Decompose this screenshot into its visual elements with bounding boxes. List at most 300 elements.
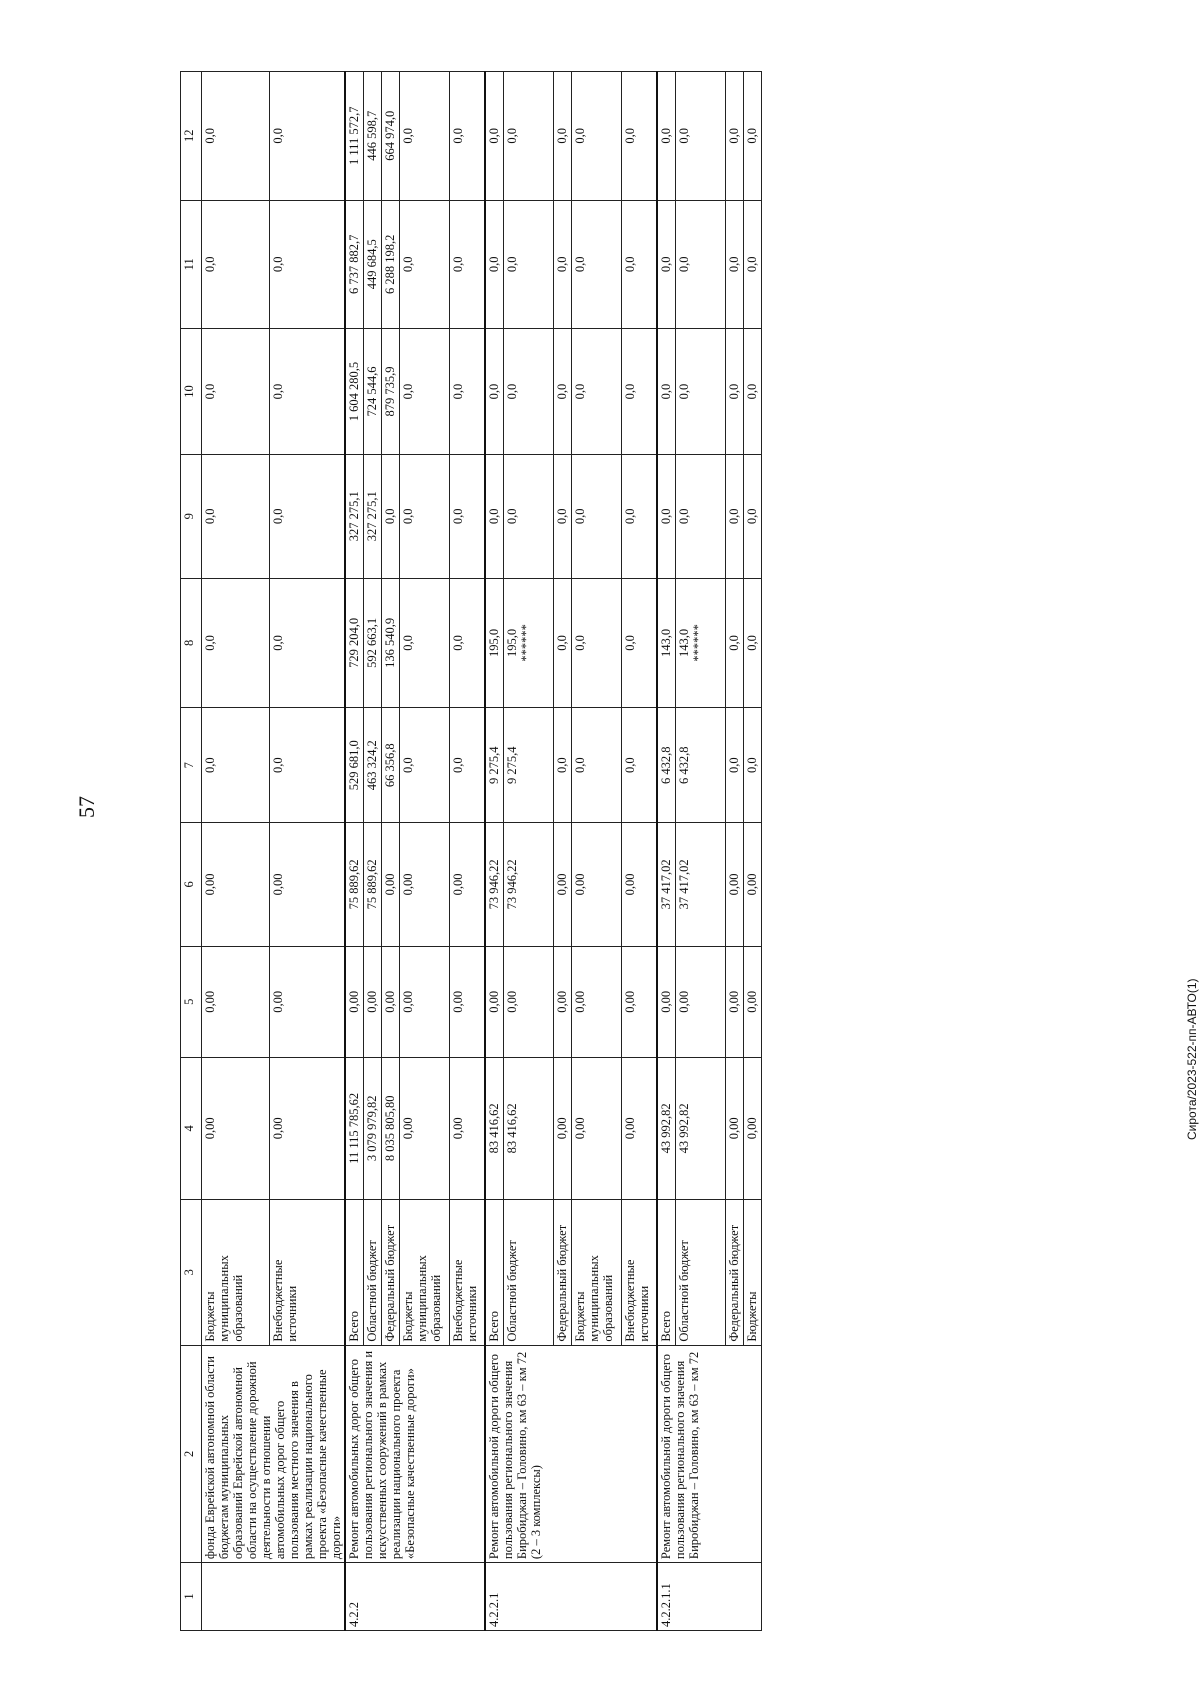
amount-cell <box>675 329 725 455</box>
amount-value: 724 544,6 <box>364 366 379 417</box>
amount-cell <box>657 200 675 328</box>
amount-value: 0,0 <box>622 757 637 773</box>
funding-source-cell: Федеральный бюджет <box>381 1199 399 1345</box>
amount-value: 37 417,02 <box>676 859 691 910</box>
item-code-cell <box>202 1563 346 1631</box>
amount-cell <box>399 946 449 1057</box>
footnote-mark: ****** <box>518 624 533 662</box>
amount-value: 143,0 <box>659 628 673 657</box>
header-cell: 11 <box>181 200 202 328</box>
amount-value: 0,0 <box>554 383 569 400</box>
amount-value: 0,00 <box>270 873 285 896</box>
amount-cell <box>725 1057 743 1199</box>
amount-cell <box>381 200 399 328</box>
amount-value: 0,0 <box>554 635 569 651</box>
item-name-cell: Ремонт автомобильных дорог общего пользования регионального значения и искусственных сооружений в рамках реализации национального проекта «Безопасные качественные дороги» <box>345 1345 485 1562</box>
header-cell: 5 <box>181 946 202 1057</box>
amount-value: 0,00 <box>487 990 501 1013</box>
amount-cell <box>743 1057 761 1199</box>
amount-cell <box>743 946 761 1057</box>
amount-cell <box>621 578 657 708</box>
amount-value: 0,0 <box>554 508 569 525</box>
table-row <box>202 72 270 1631</box>
amount-cell <box>399 823 449 947</box>
amount-value: 0,0 <box>270 383 285 400</box>
amount-value: 0,0 <box>203 635 217 651</box>
amount-cell <box>657 578 675 708</box>
item-code-cell: 4.2.2.1.1 <box>657 1563 761 1631</box>
amount-value: 0,0 <box>203 383 217 400</box>
amount-value: 0,0 <box>203 508 217 525</box>
amount-cell <box>503 946 553 1057</box>
amount-value: 1 111 572,7 <box>347 106 361 165</box>
amount-cell <box>202 823 270 947</box>
amount-value: 0,0 <box>744 127 759 144</box>
funding-source-cell: Федеральный бюджет <box>553 1199 571 1345</box>
amount-cell <box>485 946 503 1057</box>
amount-cell <box>381 946 399 1057</box>
amount-cell <box>553 455 571 579</box>
amount-value: 1 604 280,5 <box>347 361 361 422</box>
amount-value: 0,0 <box>203 256 217 273</box>
amount-cell <box>657 1057 675 1199</box>
amount-cell <box>345 946 363 1057</box>
amount-value: 0,00 <box>400 1117 415 1140</box>
amount-cell <box>571 946 621 1057</box>
amount-value: 0,00 <box>400 990 415 1013</box>
amount-value: 0,00 <box>450 1117 465 1140</box>
amount-cell <box>202 455 270 579</box>
amount-value: 0,0 <box>572 383 587 400</box>
amount-cell <box>621 329 657 455</box>
funding-source-cell: Бюджеты муниципальных образований <box>571 1199 621 1345</box>
amount-cell <box>269 708 345 823</box>
funding-source-cell: Внебюджетные источники <box>269 1199 345 1345</box>
amount-cell <box>399 455 449 579</box>
amount-value: 0,00 <box>382 990 397 1013</box>
amount-value: 0,0 <box>622 635 637 651</box>
funding-source-cell: Бюджеты муниципальных образований <box>399 1199 449 1345</box>
funding-source-cell: Внебюджетные источники <box>449 1199 485 1345</box>
amount-value: 0,00 <box>203 1117 217 1140</box>
amount-cell <box>657 823 675 947</box>
amount-value: 0,0 <box>400 383 415 400</box>
amount-cell <box>485 200 503 328</box>
amount-value: 0,00 <box>744 990 759 1013</box>
amount-value: 0,0 <box>487 127 501 144</box>
amount-cell <box>202 946 270 1057</box>
amount-value: 73 946,22 <box>504 859 519 910</box>
amount-cell <box>675 708 725 823</box>
amount-cell <box>269 946 345 1057</box>
amount-cell <box>381 455 399 579</box>
amount-cell <box>503 823 553 947</box>
amount-value: 0,00 <box>450 873 465 896</box>
amount-cell <box>571 72 621 201</box>
amount-cell <box>657 72 675 201</box>
amount-value: 0,0 <box>270 127 285 144</box>
amount-value: 0,00 <box>572 1117 587 1140</box>
amount-value: 0,00 <box>347 990 361 1013</box>
amount-value: 0,0 <box>554 256 569 273</box>
amount-value: 0,00 <box>726 1117 741 1140</box>
amount-cell <box>657 946 675 1057</box>
amount-value: 0,00 <box>622 990 637 1013</box>
amount-value: 6 432,8 <box>659 746 673 784</box>
amount-value: 0,0 <box>572 635 587 651</box>
amount-value: 43 992,82 <box>659 1103 673 1154</box>
amount-cell <box>553 329 571 455</box>
amount-cell <box>621 72 657 201</box>
amount-cell <box>269 329 345 455</box>
funding-source-cell: Федеральный бюджет <box>725 1199 743 1345</box>
amount-value: 729 204,0 <box>347 617 361 668</box>
item-code-cell: 4.2.2.1 <box>485 1563 657 1631</box>
amount-cell <box>553 578 571 708</box>
amount-value: 11 115 785,62 <box>347 1092 361 1164</box>
header-cell: 8 <box>181 578 202 708</box>
amount-value: 6 288 198,2 <box>382 234 397 294</box>
amount-value: 0,0 <box>744 635 759 651</box>
amount-value: 0,00 <box>744 873 759 896</box>
amount-cell <box>363 72 381 201</box>
amount-cell <box>399 578 449 708</box>
amount-value: 0,0 <box>659 508 673 525</box>
amount-cell <box>449 1057 485 1199</box>
amount-cell <box>381 708 399 823</box>
amount-value: 0,0 <box>400 757 415 773</box>
amount-value: 0,00 <box>659 990 673 1013</box>
amount-value: 0,0 <box>270 635 285 651</box>
amount-cell <box>725 329 743 455</box>
amount-cell <box>202 708 270 823</box>
amount-cell <box>363 708 381 823</box>
funding-source-cell: Областной бюджет <box>675 1199 725 1345</box>
amount-cell <box>571 1057 621 1199</box>
amount-value: 0,00 <box>744 1117 759 1140</box>
amount-cell <box>345 578 363 708</box>
amount-value: 75 889,62 <box>364 859 379 910</box>
amount-cell <box>345 200 363 328</box>
amount-value: 0,0 <box>744 757 759 773</box>
amount-cell <box>202 200 270 328</box>
amount-cell <box>345 455 363 579</box>
amount-value: 0,00 <box>554 873 569 896</box>
amount-cell <box>503 578 553 708</box>
header-cell: 1 <box>181 1563 202 1631</box>
amount-cell <box>269 200 345 328</box>
amount-cell <box>485 1057 503 1199</box>
amount-value: 0,00 <box>726 990 741 1013</box>
amount-cell <box>363 946 381 1057</box>
amount-value: 0,0 <box>203 757 217 773</box>
amount-value: 6 737 882,7 <box>347 234 361 294</box>
amount-cell <box>485 578 503 708</box>
amount-value: 136 540,9 <box>382 617 397 668</box>
amount-cell <box>571 455 621 579</box>
amount-value: 0,0 <box>676 508 691 525</box>
amount-value: 0,0 <box>659 127 673 144</box>
header-cell: 12 <box>181 72 202 201</box>
amount-cell <box>363 200 381 328</box>
amount-value: 0,0 <box>572 256 587 273</box>
amount-cell <box>621 200 657 328</box>
funding-source-cell: Внебюджетные источники <box>621 1199 657 1345</box>
amount-value: 0,0 <box>270 757 285 773</box>
amount-value: 0,00 <box>622 873 637 896</box>
amount-value: 879 735,9 <box>382 366 397 417</box>
header-row <box>181 72 202 1631</box>
amount-cell <box>503 455 553 579</box>
amount-cell <box>485 72 503 201</box>
rotated-table-container <box>180 71 762 1631</box>
amount-value: 9 275,4 <box>487 746 501 784</box>
amount-value: 0,0 <box>744 508 759 525</box>
amount-value: 0,0 <box>572 127 587 144</box>
amount-value: 0,0 <box>450 635 465 651</box>
page-number: 57 <box>74 796 99 818</box>
funding-source-cell: Всего <box>657 1199 675 1345</box>
amount-cell <box>363 1057 381 1199</box>
header-cell: 7 <box>181 708 202 823</box>
amount-value: 0,0 <box>676 383 691 400</box>
budget-table <box>180 71 762 1631</box>
amount-value: 0,0 <box>382 508 397 525</box>
amount-cell <box>399 1057 449 1199</box>
amount-value: 0,0 <box>726 383 741 400</box>
amount-value: 0,0 <box>726 256 741 273</box>
amount-value: 0,0 <box>504 383 519 400</box>
amount-cell <box>553 946 571 1057</box>
amount-value: 66 356,8 <box>382 743 397 788</box>
amount-value: 0,0 <box>744 383 759 400</box>
amount-cell <box>725 578 743 708</box>
amount-cell <box>503 329 553 455</box>
amount-value: 0,00 <box>450 990 465 1013</box>
amount-value: 0,0 <box>744 256 759 273</box>
amount-value: 449 684,5 <box>364 239 379 290</box>
amount-cell <box>399 200 449 328</box>
header-cell: 4 <box>181 1057 202 1199</box>
amount-value: 0,0 <box>504 127 519 144</box>
amount-cell <box>363 455 381 579</box>
amount-cell <box>571 200 621 328</box>
amount-value: 0,0 <box>554 757 569 773</box>
amount-cell <box>571 823 621 947</box>
amount-value: 0,0 <box>270 508 285 525</box>
amount-cell <box>571 578 621 708</box>
amount-cell <box>553 72 571 201</box>
amount-cell <box>571 708 621 823</box>
amount-value: 327 275,1 <box>364 491 379 542</box>
amount-cell <box>345 823 363 947</box>
amount-cell <box>449 823 485 947</box>
amount-value: 0,0 <box>400 635 415 651</box>
amount-value: 195,0 <box>487 628 501 657</box>
amount-value: 3 079 979,82 <box>364 1095 379 1162</box>
amount-value: 0,0 <box>203 127 217 144</box>
amount-cell <box>269 823 345 947</box>
amount-value: 0,00 <box>622 1117 637 1140</box>
amount-value: 73 946,22 <box>487 859 501 910</box>
amount-cell <box>449 329 485 455</box>
amount-cell <box>269 578 345 708</box>
amount-cell <box>553 1057 571 1199</box>
amount-value: 0,0 <box>400 256 415 273</box>
amount-cell <box>381 823 399 947</box>
amount-cell <box>399 708 449 823</box>
amount-cell <box>621 946 657 1057</box>
amount-value: 0,0 <box>400 508 415 525</box>
amount-value: 0,0 <box>554 127 569 144</box>
amount-cell <box>571 329 621 455</box>
amount-value: 0,00 <box>504 990 519 1013</box>
amount-value: 664 974,0 <box>382 110 397 161</box>
amount-value: 0,0 <box>504 508 519 525</box>
amount-cell <box>675 455 725 579</box>
amount-value: 0,0 <box>572 508 587 525</box>
amount-cell <box>363 578 381 708</box>
amount-cell <box>202 1057 270 1199</box>
amount-cell <box>657 455 675 579</box>
amount-cell <box>743 329 761 455</box>
amount-value: 0,0 <box>270 256 285 273</box>
amount-value: 6 432,8 <box>676 746 691 784</box>
amount-value: 0,00 <box>203 990 217 1013</box>
amount-cell <box>675 946 725 1057</box>
amount-value: 0,00 <box>572 990 587 1013</box>
amount-value: 0,00 <box>726 873 741 896</box>
amount-value: 0,0 <box>572 757 587 773</box>
amount-cell <box>345 708 363 823</box>
amount-value: 592 663,1 <box>364 617 379 668</box>
amount-cell <box>449 455 485 579</box>
amount-cell <box>269 1057 345 1199</box>
amount-cell <box>503 72 553 201</box>
funding-source-cell: Областной бюджет <box>363 1199 381 1345</box>
amount-cell <box>503 1057 553 1199</box>
amount-cell <box>725 200 743 328</box>
funding-source-cell: Бюджеты муниципальных образований <box>202 1199 270 1345</box>
amount-value: 0,00 <box>382 873 397 896</box>
footnote-mark: ****** <box>690 624 705 662</box>
table-body <box>202 72 762 1631</box>
amount-value: 0,0 <box>450 508 465 525</box>
amount-value: 0,00 <box>400 873 415 896</box>
amount-cell <box>553 823 571 947</box>
amount-value: 37 417,02 <box>659 859 673 910</box>
amount-cell <box>743 708 761 823</box>
amount-cell <box>621 455 657 579</box>
amount-cell <box>503 708 553 823</box>
document-code-footer: Сирота/2023-522-пп-АВТО(1) <box>1185 978 1199 1140</box>
amount-cell <box>269 455 345 579</box>
amount-cell <box>345 329 363 455</box>
amount-value: 143,0 <box>676 628 691 657</box>
amount-cell <box>657 708 675 823</box>
funding-source-cell: Всего <box>345 1199 363 1345</box>
amount-cell <box>743 200 761 328</box>
amount-value: 0,0 <box>676 256 691 273</box>
amount-cell <box>381 578 399 708</box>
amount-cell <box>725 823 743 947</box>
amount-value: 0,0 <box>487 508 501 525</box>
amount-value: 0,0 <box>450 383 465 400</box>
amount-cell <box>743 578 761 708</box>
amount-cell <box>345 1057 363 1199</box>
amount-cell <box>345 72 363 201</box>
amount-cell <box>725 455 743 579</box>
amount-cell <box>485 455 503 579</box>
amount-value: 0,00 <box>364 990 379 1013</box>
item-name-cell: Ремонт автомобильной дороги общего пользования регионального значения Биробиджан – Головино, км 63 – км 72 <box>657 1345 761 1562</box>
amount-value: 0,00 <box>676 990 691 1013</box>
amount-cell <box>621 823 657 947</box>
amount-value: 0,0 <box>622 383 637 400</box>
amount-cell <box>725 946 743 1057</box>
amount-value: 463 324,2 <box>364 740 379 791</box>
amount-cell <box>202 329 270 455</box>
amount-cell <box>657 329 675 455</box>
amount-cell <box>743 72 761 201</box>
amount-cell <box>743 455 761 579</box>
amount-cell <box>553 200 571 328</box>
amount-value: 0,0 <box>450 757 465 773</box>
amount-value: 43 992,82 <box>676 1103 691 1154</box>
amount-cell <box>363 823 381 947</box>
item-name-cell: фонда Еврейской автономной области бюджетам муниципальных образований Еврейской автономной области на осуществление дорожной деятельности в отношении автомобильных дорог общего пользования местного значения в рамках реализации национального проекта «Безопасные качественные дороги» <box>202 1345 346 1562</box>
amount-cell <box>202 578 270 708</box>
amount-value: 446 598,7 <box>364 110 379 161</box>
table-row <box>485 72 503 1631</box>
amount-value: 0,0 <box>726 635 741 651</box>
item-name-cell: Ремонт автомобильной дороги общего пользования регионального значения Биробиджан – Головино, км 63 – км 72 (2 – 3 комплексы) <box>485 1345 657 1562</box>
amount-value: 0,0 <box>659 256 673 273</box>
amount-value: 0,0 <box>622 127 637 144</box>
amount-cell <box>381 329 399 455</box>
amount-cell <box>399 329 449 455</box>
amount-value: 0,0 <box>450 256 465 273</box>
amount-cell <box>553 708 571 823</box>
table-row <box>657 72 675 1631</box>
amount-cell <box>399 72 449 201</box>
amount-cell <box>449 200 485 328</box>
amount-cell <box>621 708 657 823</box>
amount-value: 0,0 <box>504 256 519 273</box>
amount-cell <box>675 1057 725 1199</box>
amount-value: 0,0 <box>659 383 673 400</box>
amount-cell <box>381 1057 399 1199</box>
amount-cell <box>269 72 345 201</box>
amount-cell <box>485 708 503 823</box>
amount-value: 0,00 <box>554 1117 569 1140</box>
funding-source-cell: Всего <box>485 1199 503 1345</box>
amount-cell <box>449 72 485 201</box>
amount-value: 0,0 <box>726 508 741 525</box>
header-cell: 6 <box>181 823 202 947</box>
amount-value: 8 035 805,80 <box>382 1095 397 1162</box>
amount-value: 0,0 <box>622 508 637 525</box>
funding-source-cell: Областной бюджет <box>503 1199 553 1345</box>
header-cell: 2 <box>181 1345 202 1562</box>
amount-cell <box>675 200 725 328</box>
amount-cell <box>621 1057 657 1199</box>
amount-value: 0,0 <box>726 127 741 144</box>
amount-cell <box>485 329 503 455</box>
amount-value: 0,00 <box>554 990 569 1013</box>
amount-cell <box>449 708 485 823</box>
amount-cell <box>675 72 725 201</box>
